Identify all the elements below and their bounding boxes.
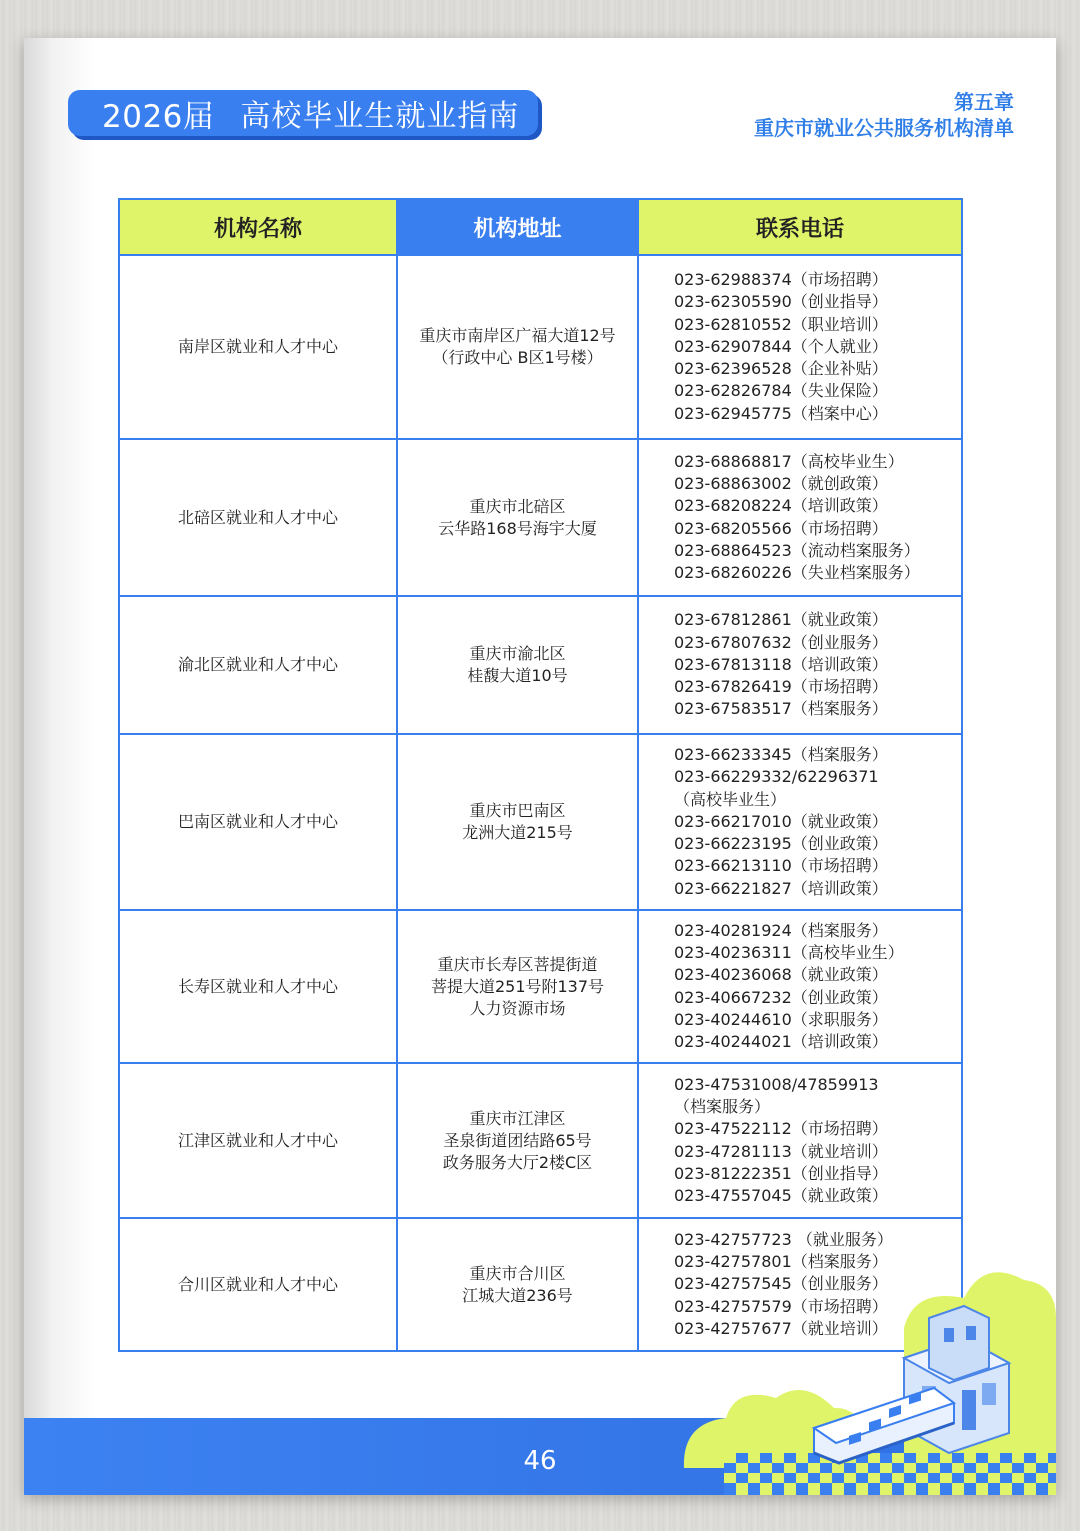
phone-line: 023-42757545（创业服务） (674, 1274, 888, 1294)
phone-line: 023-47531008/47859913 (674, 1074, 879, 1094)
phone-line: 023-68205566（市场招聘） (674, 518, 888, 538)
chapter-number: 第五章 (954, 90, 1014, 114)
table-row (119, 734, 962, 910)
phone-line: 023-42757723 （就业服务） (674, 1229, 893, 1249)
phone-line: 023-66221827（培训政策） (674, 878, 888, 898)
phone-line: 023-62826784（失业保险） (674, 381, 888, 401)
institution-address: 重庆市巴南区 龙洲大道215号 (397, 734, 638, 910)
institution-address: 重庆市南岸区广福大道12号 （行政中心 B区1号楼） (397, 255, 638, 439)
institution-phones (638, 596, 962, 734)
institution-name: 江津区就业和人才中心 (119, 1063, 397, 1218)
phone-line: 023-40244021（培训政策） (674, 1031, 888, 1051)
phone-line: 023-62810552（职业培训） (674, 314, 888, 334)
institution-phones (638, 255, 962, 439)
institution-address: 重庆市长寿区菩提街道 菩提大道251号附137号 人力资源市场 (397, 910, 638, 1063)
table-header-row (119, 199, 962, 255)
institution-name: 巴南区就业和人才中心 (119, 734, 397, 910)
phone-line: 023-67812861（就业政策） (674, 610, 888, 630)
phone-line: 023-42757579（市场招聘） (674, 1296, 888, 1316)
chapter-heading (754, 89, 1014, 141)
column-header-phone: 联系电话 (638, 199, 962, 255)
institution-address: 重庆市合川区 江城大道236号 (397, 1218, 638, 1351)
institution-name: 合川区就业和人才中心 (119, 1218, 397, 1351)
phone-line: 023-40244610（求职服务） (674, 1009, 888, 1029)
phone-line: 023-47522112（市场招聘） (674, 1119, 888, 1139)
phone-line: 023-40236311（高校毕业生） (674, 943, 904, 963)
phone-line: 023-40281924（档案服务） (674, 920, 888, 940)
institution-name: 南岸区就业和人才中心 (119, 255, 397, 439)
phone-line: 023-68863002（就创政策） (674, 474, 888, 494)
phone-line: 023-67583517（档案服务） (674, 699, 888, 719)
phone-line: 023-68208224（培训政策） (674, 496, 888, 516)
table-row (119, 910, 962, 1063)
phone-line: 023-81222351（创业指导） (674, 1163, 888, 1183)
guide-title: 高校毕业生就业指南 (240, 99, 520, 134)
page-number: 46 (523, 1446, 557, 1476)
phone-line: 023-66223195（创业政策） (674, 834, 888, 854)
table-row (119, 596, 962, 734)
guide-year: 2026届 (102, 98, 215, 135)
phone-line: 023-67813118（培训政策） (674, 654, 888, 674)
booklet-page (24, 38, 1056, 1495)
institution-address: 重庆市江津区 圣泉街道团结路65号 政务服务大厅2楼C区 (397, 1063, 638, 1218)
column-header-name: 机构名称 (119, 199, 397, 255)
phone-line: 023-40667232（创业政策） (674, 987, 888, 1007)
phone-line: 023-42757801（档案服务） (674, 1252, 888, 1272)
phone-line: 023-47281113（就业培训） (674, 1141, 888, 1161)
phone-line: 023-66213110（市场招聘） (674, 856, 888, 876)
column-header-address: 机构地址 (397, 199, 638, 255)
institution-name: 长寿区就业和人才中心 (119, 910, 397, 1063)
institution-phones (638, 734, 962, 910)
institution-address: 重庆市渝北区 桂馥大道10号 (397, 596, 638, 734)
phone-line: 023-40236068（就业政策） (674, 965, 888, 985)
institution-name: 北碚区就业和人才中心 (119, 439, 397, 596)
phone-line: 023-66229332/62296371 (674, 767, 879, 787)
phone-line: 023-62305590（创业指导） (674, 292, 888, 312)
institution-phones (638, 1063, 962, 1218)
phone-line: 023-62988374（市场招聘） (674, 270, 888, 290)
phone-line: 023-66217010（就业政策） (674, 811, 888, 831)
phone-line: 023-67826419（市场招聘） (674, 677, 888, 697)
phone-line: 023-62907844（个人就业） (674, 336, 888, 356)
phone-line: 023-68260226（失业档案服务） (674, 562, 920, 582)
phone-line: 023-62945775（档案中心） (674, 403, 888, 423)
institution-name: 渝北区就业和人才中心 (119, 596, 397, 734)
phone-line: （档案服务） (674, 1097, 771, 1117)
table-row (119, 255, 962, 439)
phone-line: 023-68868817（高校毕业生） (674, 451, 904, 471)
institution-phones (638, 439, 962, 596)
phone-line: 023-66233345（档案服务） (674, 745, 888, 765)
table-row (119, 439, 962, 596)
table-row (119, 1063, 962, 1218)
phone-line: （高校毕业生） (674, 789, 787, 809)
phone-line: 023-62396528（企业补贴） (674, 359, 888, 379)
institution-table (118, 198, 963, 1352)
phone-line: 023-47557045（就业政策） (674, 1185, 888, 1205)
phone-line: 023-67807632（创业服务） (674, 632, 888, 652)
chapter-title: 重庆市就业公共服务机构清单 (754, 116, 1014, 140)
institution-address: 重庆市北碚区 云华路168号海宇大厦 (397, 439, 638, 596)
institution-phones (638, 910, 962, 1063)
page-spine-shadow (24, 38, 94, 1495)
phone-line: 023-42757677（就业培训） (674, 1318, 888, 1338)
phone-line: 023-68864523（流动档案服务） (674, 540, 920, 560)
guide-title-banner (68, 90, 538, 136)
